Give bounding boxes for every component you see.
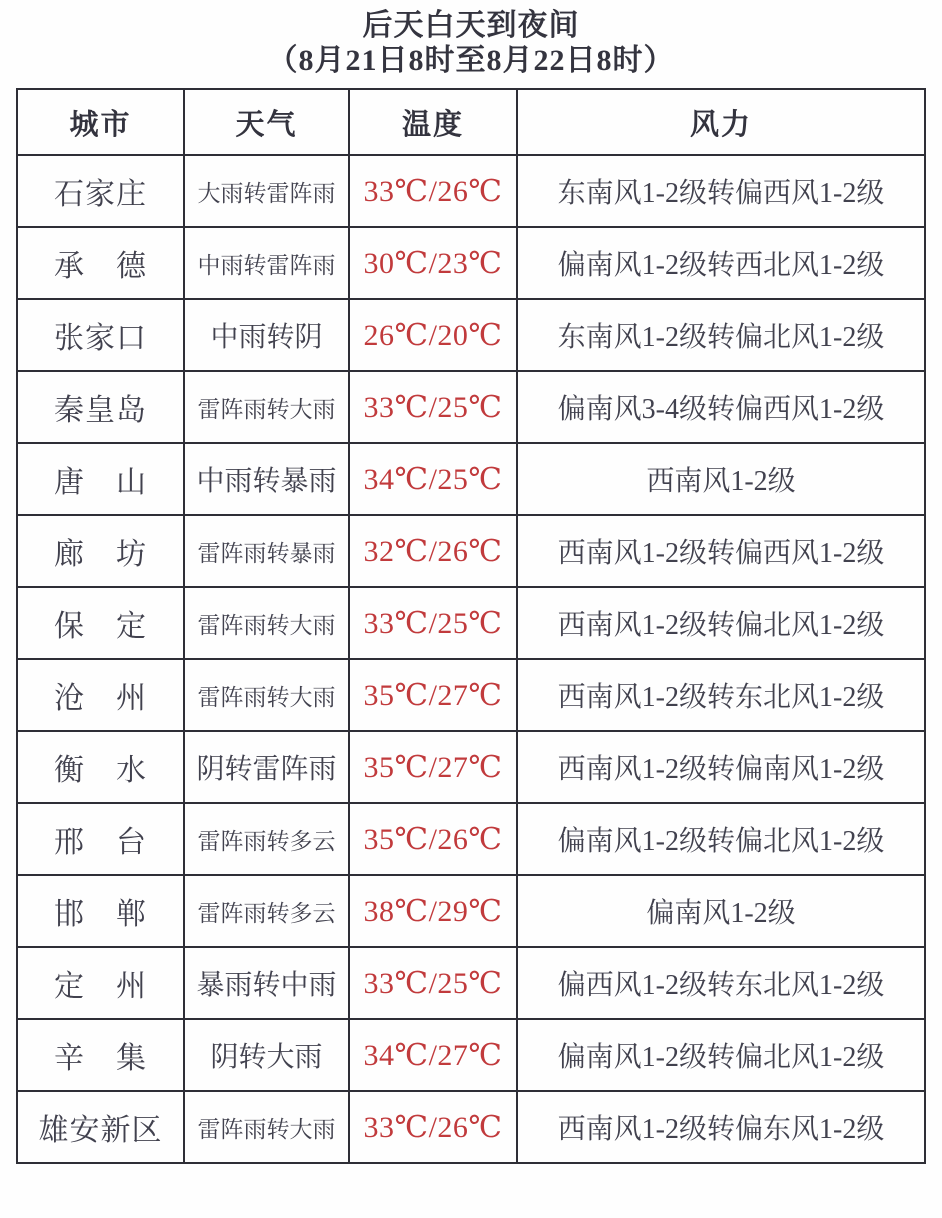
table-row (17, 803, 925, 875)
header-row (17, 89, 925, 155)
wind-cell: 西南风1-2级转偏东风1-2级 (517, 1091, 925, 1163)
temperature-cell: 32℃/26℃ (349, 515, 517, 587)
column-header-city: 城市 (17, 89, 184, 155)
weather-cell: 雷阵雨转大雨 (184, 659, 349, 731)
temperature-cell: 35℃/27℃ (349, 731, 517, 803)
forecast-table (16, 88, 926, 1164)
temperature-cell: 34℃/25℃ (349, 443, 517, 515)
weather-cell: 雷阵雨转暴雨 (184, 515, 349, 587)
wind-cell: 偏南风1-2级转偏北风1-2级 (517, 803, 925, 875)
temperature-cell: 38℃/29℃ (349, 875, 517, 947)
temperature-cell: 33℃/26℃ (349, 1091, 517, 1163)
table-header (17, 89, 925, 155)
city-cell: 张家口 (17, 299, 184, 371)
temperature-cell: 33℃/25℃ (349, 947, 517, 1019)
wind-cell: 西南风1-2级转偏北风1-2级 (517, 587, 925, 659)
weather-cell: 暴雨转中雨 (184, 947, 349, 1019)
table-row (17, 587, 925, 659)
weather-cell: 阴转雷阵雨 (184, 731, 349, 803)
wind-cell: 东南风1-2级转偏北风1-2级 (517, 299, 925, 371)
page-title: 后天白天到夜间 (362, 9, 580, 42)
city-cell: 定 州 (17, 947, 184, 1019)
weather-cell: 雷阵雨转大雨 (184, 371, 349, 443)
temperature-cell: 33℃/26℃ (349, 155, 517, 227)
table-row (17, 227, 925, 299)
weather-cell: 中雨转暴雨 (184, 443, 349, 515)
column-header-wind: 风力 (517, 89, 925, 155)
temperature-cell: 26℃/20℃ (349, 299, 517, 371)
city-cell: 邯 郸 (17, 875, 184, 947)
weather-cell: 雷阵雨转大雨 (184, 587, 349, 659)
weather-cell: 中雨转雷阵雨 (184, 227, 349, 299)
wind-cell: 东南风1-2级转偏西风1-2级 (517, 155, 925, 227)
column-header-temperature: 温度 (349, 89, 517, 155)
table-row (17, 659, 925, 731)
temperature-cell: 34℃/27℃ (349, 1019, 517, 1091)
weather-cell: 中雨转阴 (184, 299, 349, 371)
table-row (17, 875, 925, 947)
table-row (17, 155, 925, 227)
table-row (17, 947, 925, 1019)
wind-cell: 西南风1-2级转偏南风1-2级 (517, 731, 925, 803)
city-cell: 邢 台 (17, 803, 184, 875)
table-row (17, 515, 925, 587)
city-cell: 廊 坊 (17, 515, 184, 587)
wind-cell: 偏南风1-2级转偏北风1-2级 (517, 1019, 925, 1091)
table-row (17, 443, 925, 515)
wind-cell: 西南风1-2级转东北风1-2级 (517, 659, 925, 731)
city-cell: 雄安新区 (17, 1091, 184, 1163)
weather-cell: 大雨转雷阵雨 (184, 155, 349, 227)
weather-cell: 雷阵雨转大雨 (184, 1091, 349, 1163)
temperature-cell: 35℃/26℃ (349, 803, 517, 875)
weather-cell: 雷阵雨转多云 (184, 803, 349, 875)
city-cell: 衡 水 (17, 731, 184, 803)
table-row (17, 299, 925, 371)
table-row (17, 731, 925, 803)
city-cell: 石家庄 (17, 155, 184, 227)
city-cell: 保 定 (17, 587, 184, 659)
temperature-cell: 35℃/27℃ (349, 659, 517, 731)
table-body (17, 155, 925, 1163)
temperature-cell: 30℃/23℃ (349, 227, 517, 299)
city-cell: 沧 州 (17, 659, 184, 731)
page-subtitle: （8月21日8时至8月22日8时） (267, 44, 675, 77)
temperature-cell: 33℃/25℃ (349, 371, 517, 443)
table-row (17, 1019, 925, 1091)
city-cell: 唐 山 (17, 443, 184, 515)
column-header-weather: 天气 (184, 89, 349, 155)
weather-cell: 雷阵雨转多云 (184, 875, 349, 947)
wind-cell: 偏南风3-4级转偏西风1-2级 (517, 371, 925, 443)
city-cell: 秦皇岛 (17, 371, 184, 443)
table-row (17, 371, 925, 443)
wind-cell: 偏南风1-2级转西北风1-2级 (517, 227, 925, 299)
table-row (17, 1091, 925, 1163)
wind-cell: 偏西风1-2级转东北风1-2级 (517, 947, 925, 1019)
wind-cell: 西南风1-2级转偏西风1-2级 (517, 515, 925, 587)
wind-cell: 西南风1-2级 (517, 443, 925, 515)
wind-cell: 偏南风1-2级 (517, 875, 925, 947)
page-header (0, 8, 942, 78)
city-cell: 承 德 (17, 227, 184, 299)
city-cell: 辛 集 (17, 1019, 184, 1091)
temperature-cell: 33℃/25℃ (349, 587, 517, 659)
weather-cell: 阴转大雨 (184, 1019, 349, 1091)
